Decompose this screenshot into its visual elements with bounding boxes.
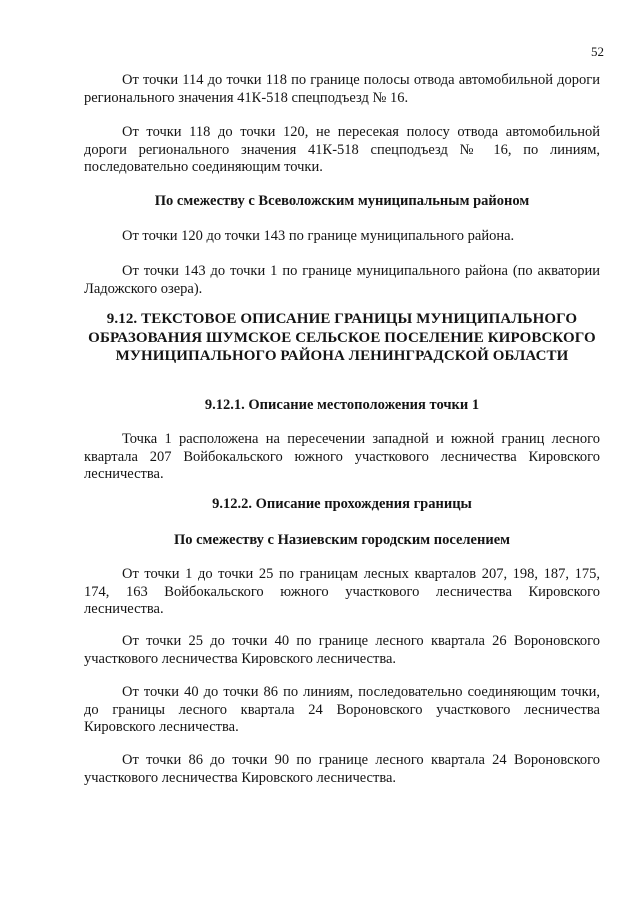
paragraph-86-90: От точки 86 до точки 90 по границе лесного квартала 24 Вороновского участкового лесничества Кировского лесничества. bbox=[84, 752, 600, 786]
section-title-9-12: 9.12. ТЕКСТОВОЕ ОПИСАНИЕ ГРАНИЦЫ МУНИЦИПАЛЬНОГО ОБРАЗОВАНИЯ ШУМСКОЕ СЕЛЬСКОЕ ПОСЕЛЕНИЕ КИРОВСКОГО МУНИЦИПАЛЬНОГО РАЙОНА ЛЕНИНГРАДСКОЙ ОБЛАСТИ bbox=[88, 311, 596, 364]
paragraph-40-86: От точки 40 до точки 86 по линиям, последовательно соединяющим точки, до границы лесного квартала 24 Вороновского участкового лесничества Кировского лесничества. bbox=[84, 684, 600, 736]
paragraph-point-1-location: Точка 1 расположена на пересечении западной и южной границ лесного квартала 207 Войбокальского южного участкового лесничества Кировского лесничества. bbox=[84, 431, 600, 483]
paragraph-143-1: От точки 143 до точки 1 по границе муниципального района (по акватории Ладожского озера). bbox=[84, 263, 600, 297]
paragraph-25-40: От точки 25 до точки 40 по границе лесного квартала 26 Вороновского участкового лесничества Кировского лесничества. bbox=[84, 633, 600, 667]
paragraph-1-25: От точки 1 до точки 25 по границам лесных кварталов 207, 198, 187, 175, 174, 163 Войбокальского южного участкового лесничества Кировского лесничества. bbox=[84, 566, 600, 618]
heading-vsevolozhsk-adjacency: По смежеству с Всеволожским муниципальным районом bbox=[154, 193, 530, 209]
heading-nazievsk-adjacency: По смежеству с Назиевским городским поселением bbox=[173, 532, 511, 548]
paragraph-114-118: От точки 114 до точки 118 по границе полосы отвода автомобильной дороги регионального значения 41К-518 спецподъезд № 16. bbox=[84, 72, 600, 106]
paragraph-120-143: От точки 120 до точки 143 по границе муниципального района. bbox=[122, 228, 515, 244]
heading-9-12-2: 9.12.2. Описание прохождения границы bbox=[212, 496, 472, 512]
paragraph-118-120: От точки 118 до точки 120, не пересекая полосу отвода автомобильной дороги регионального значения 41К-518 спецподъезд № 16, по линиям, последовательно соединяющим точки. bbox=[84, 124, 600, 176]
page-number: 52 bbox=[591, 44, 604, 59]
heading-9-12-1: 9.12.1. Описание местоположения точки 1 bbox=[204, 397, 480, 413]
